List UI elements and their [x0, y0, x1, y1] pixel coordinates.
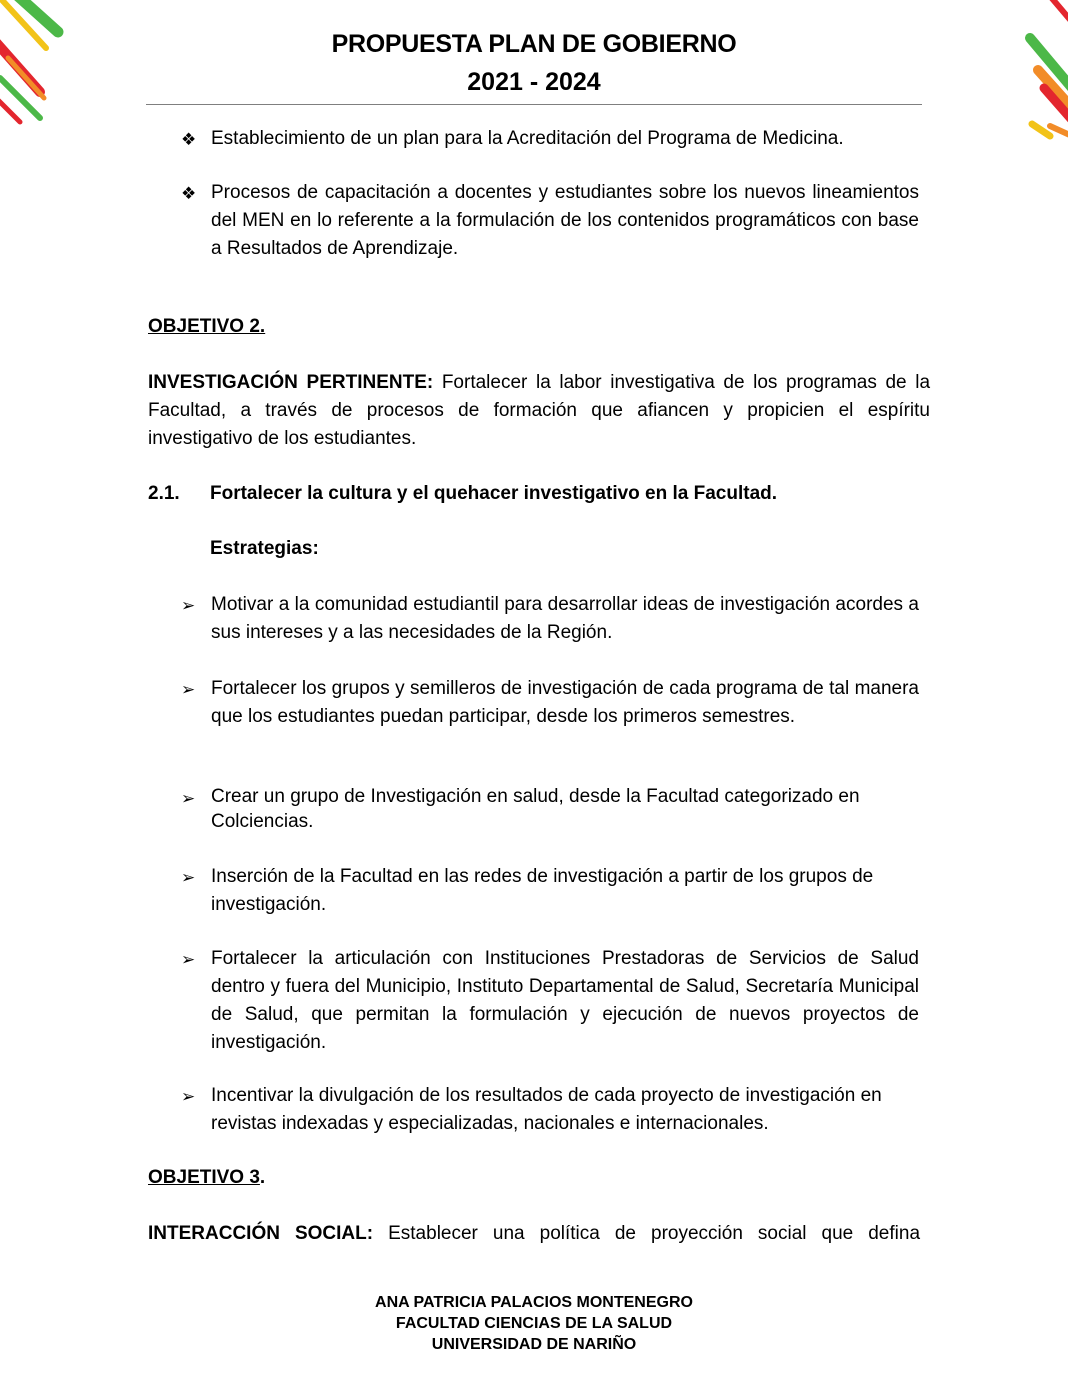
- document-title: PROPUESTA PLAN DE GOBIERNO: [331, 30, 737, 58]
- objective-2-text: Fortalecer la labor investigativa de los programas de la Facultad, a través de procesos de formación que afiancen y propicien el espíritu investigativo de los estudiantes.: [148, 372, 931, 449]
- objective-3-heading: [148, 1164, 265, 1192]
- university-name: UNIVERSIDAD DE NARIÑO: [431, 1336, 637, 1353]
- corner-decoration-right: [1020, 0, 1068, 140]
- diamond-bullet-icon: ❖: [181, 130, 197, 149]
- objective-2-paragraph: [148, 369, 930, 453]
- arrow-bullet-icon: ➢: [181, 868, 196, 887]
- list-item: Procesos de capacitación a docentes y estudiantes sobre los nuevos lineamientos del MEN en lo referente a la formulación de los contenidos programáticos con base a Resultados de Aprendizaje.: [211, 182, 919, 259]
- list-item: Fortalecer los grupos y semilleros de investigación de cada programa de tal manera que los estudiantes puedan participar, desde los primeros semestres.: [211, 678, 919, 727]
- author-name: ANA PATRICIA PALACIOS MONTENEGRO: [375, 1294, 693, 1311]
- subsection-number: 2.1.: [148, 483, 180, 504]
- corner-decoration-left: [0, 0, 80, 130]
- header-divider: [146, 104, 922, 105]
- objective-3-heading-suffix: .: [259, 1167, 266, 1188]
- document-footer: [250, 1292, 818, 1355]
- list-item: Crear un grupo de Investigación en salud, desde la Facultad categorizado en Colciencias.: [211, 786, 860, 832]
- list-item: Fortalecer la articulación con Instituciones Prestadoras de Servicios de Salud dentro y fuera del Municipio, Instituto Departamental de Salud, Secretaría Municipal de Salud, que permitan la formulación y ejecución de nuevos proyectos de investigación.: [211, 948, 919, 1053]
- objective-2-heading: OBJETIVO 2.: [148, 316, 266, 337]
- arrow-bullet-icon: ➢: [181, 789, 196, 808]
- diamond-bullet-icon: ❖: [181, 184, 197, 203]
- list-item: Establecimiento de un plan para la Acreditación del Programa de Medicina.: [211, 128, 844, 149]
- objective-3-paragraph: [148, 1220, 920, 1248]
- faculty-name: FACULTAD CIENCIAS DE LA SALUD: [395, 1315, 673, 1332]
- list-item: Incentivar la divulgación de los resultados de cada proyecto de investigación en revistas indexadas y especializadas, nacionales e internacionales.: [211, 1085, 882, 1134]
- subsection-title: Fortalecer la cultura y el quehacer investigativo en la Facultad.: [210, 483, 778, 504]
- objective-2-lead: INVESTIGACIÓN PERTINENTE:: [148, 372, 434, 393]
- list-item: Inserción de la Facultad en las redes de investigación a partir de los grupos de investigación.: [211, 866, 874, 915]
- document-header: [146, 28, 922, 98]
- arrow-bullet-icon: ➢: [181, 680, 196, 699]
- arrow-bullet-icon: ➢: [181, 1087, 196, 1106]
- arrow-bullet-icon: ➢: [181, 950, 196, 969]
- list-item: Motivar a la comunidad estudiantil para desarrollar ideas de investigación acordes a sus intereses y a las necesidades de la Región.: [211, 594, 919, 643]
- objective-3-heading-text: OBJETIVO 3: [148, 1167, 260, 1188]
- objective-3-text: Establecer una política de proyección social que defina: [388, 1223, 921, 1244]
- strategies-label: Estrategias:: [210, 538, 319, 559]
- objective-3-lead: INTERACCIÓN SOCIAL:: [148, 1223, 374, 1244]
- arrow-bullet-icon: ➢: [181, 596, 196, 615]
- document-years: 2021 - 2024: [467, 68, 601, 96]
